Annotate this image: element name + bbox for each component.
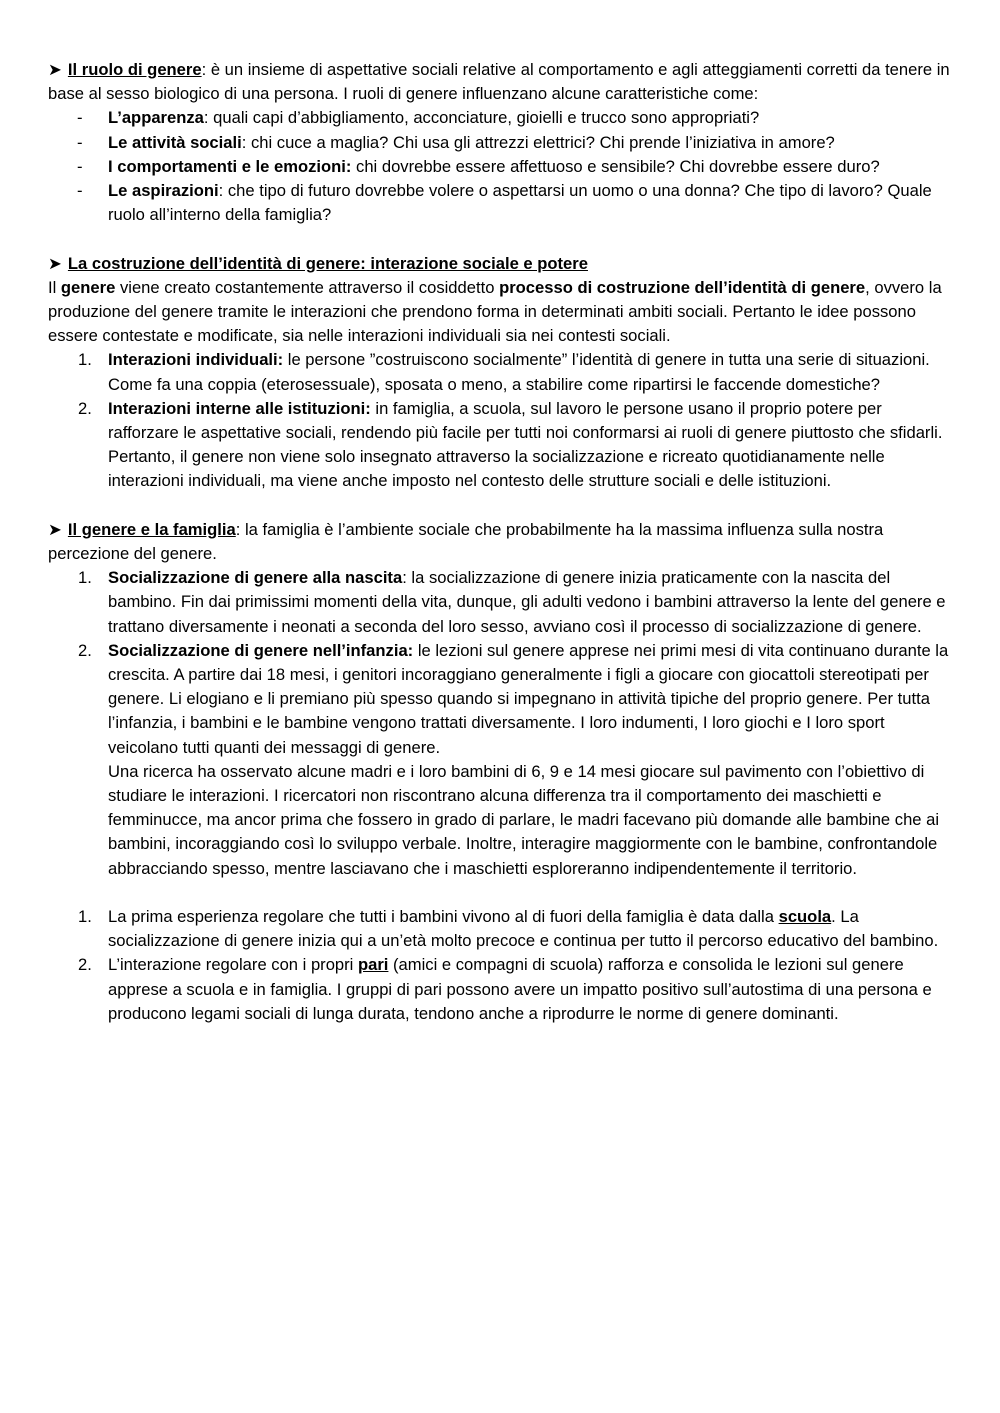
section-title-line xyxy=(48,252,952,276)
item-text: : che tipo di futuro dovrebbe volere o aspettarsi un uomo o una donna? Che tipo di lavoro? Quale ruolo all’interno della famiglia? xyxy=(108,181,932,225)
section-ruolo-di-genere xyxy=(48,58,952,227)
numbered-list xyxy=(48,905,952,1026)
item-number: 2. xyxy=(78,955,92,975)
list-item xyxy=(48,348,952,396)
item-term: Interazioni interne alle istituzioni: xyxy=(108,398,371,418)
item-text: : quali capi d’abbigliamento, acconciature, gioielli e trucco sono appropriati? xyxy=(203,108,760,128)
item-keyword: pari xyxy=(357,955,389,975)
item-text: La prima esperienza regolare che tutti i bambini vivono al di fuori della famiglia è data dalla xyxy=(108,907,779,927)
item-term: L’apparenza xyxy=(108,108,204,128)
list-item xyxy=(48,179,952,227)
item-extra-text: Una ricerca ha osservato alcune madri e i loro bambini di 6, 9 e 14 mesi giocare sul pavimento con l’obiettivo di studiare le interazioni. I ricercatori non riscontrano alcuna differenza tra il comportamento dei maschietti e femminucce, ma ancor prima che fossero in grado di parlare, le madri facevano più domande alle bambine che ai bambini, incoraggiando così lo sviluppo verbale. Inoltre, interagire maggiormente con le bambine, confrontandole abbracciando spesso, mentre lasciavano che i maschietti esploreranno indipendentemente il territorio. xyxy=(108,761,940,878)
intro-text: : la famiglia è l’ambiente sociale che probabilmente ha la massima influenza sulla nostra percezione del genere. xyxy=(48,519,884,564)
item-term: Socializzazione di genere alla nascita xyxy=(108,568,403,588)
item-term: Le attività sociali xyxy=(108,132,242,152)
section-intro xyxy=(48,58,952,106)
item-text: chi dovrebbe essere affettuoso e sensibile? Chi dovrebbe essere duro? xyxy=(351,156,880,176)
intro-text: : è un insieme di aspettative sociali relative al comportamento e agli atteggiamenti corretti da tenere in base al sesso biologico di una persona. I ruoli di genere influenzano alcune caratteristiche come: xyxy=(48,60,950,104)
item-text: : la socializzazione di genere inizia praticamente con la nascita del bambino. Fin dai primissimi momenti della vita, dunque, gli adulti vedono i bambini attraverso la lente del genere e trattano diversamente i neonati a seconda del loro sesso, avviano così il processo di socializzazione di genere. xyxy=(108,568,946,636)
arrow-icon: ➤ xyxy=(48,253,62,273)
list-item xyxy=(48,106,952,130)
para-text: viene creato costantemente attraverso il cosiddetto xyxy=(115,277,500,297)
item-term: Le aspirazioni xyxy=(108,181,219,201)
para-bold: genere xyxy=(60,277,116,297)
item-text: le persone ”costruiscono socialmente” l’identità di genere in tutta una serie di situazioni. xyxy=(283,350,930,370)
list-item xyxy=(48,397,952,494)
dash-bullet: - xyxy=(77,156,83,176)
list-item xyxy=(48,905,952,953)
list-item xyxy=(48,953,952,1026)
dash-bullet: - xyxy=(77,132,83,152)
list-item xyxy=(48,566,952,639)
bullet-list xyxy=(48,106,952,227)
item-number: 1. xyxy=(78,568,92,588)
item-term: Socializzazione di genere nell’infanzia: xyxy=(108,640,414,660)
numbered-list xyxy=(48,566,952,881)
numbered-list xyxy=(48,348,952,493)
section-heading: La costruzione dell’identità di genere: interazione sociale e potere xyxy=(67,253,588,273)
para-text: , ovvero la produzione del genere tramite le interazioni che prendono forma in determinati ambiti sociali. Pertanto le idee possono essere contestate e modificate, sia nelle interazioni individuali sia nei contesti sociali. xyxy=(48,277,942,346)
item-number: 1. xyxy=(78,350,92,370)
item-number: 2. xyxy=(78,640,92,660)
item-text: : chi cuce a maglia? Chi usa gli attrezzi elettrici? Chi prende l’iniziativa in amore? xyxy=(241,132,835,152)
list-item xyxy=(48,131,952,155)
section-intro xyxy=(48,518,952,566)
item-extra-text: Come fa una coppia (eterosessuale), sposata o meno, a stabilire come ripartirsi le faccende domestiche? xyxy=(108,374,881,394)
item-keyword: scuola xyxy=(778,907,832,927)
section-heading: Il ruolo di genere xyxy=(67,60,202,79)
list-item xyxy=(48,639,952,881)
dash-bullet: - xyxy=(77,108,83,128)
item-number: 1. xyxy=(78,907,92,927)
item-text: . La socializzazione di genere inizia qui a un’età molto precoce e continua per tutto il percorso educativo del bambino. xyxy=(108,907,939,951)
list-item xyxy=(48,155,952,179)
item-text: (amici e compagni di scuola) rafforza e consolida le lezioni sul genere apprese a scuola e in famiglia. I gruppi di pari possono avere un impatto positivo sull’autostima di una persona e producono legami sociali di lunga durata, tendono anche a riprodurre le norme di genere dominanti. xyxy=(108,955,932,1023)
section-heading: Il genere e la famiglia xyxy=(67,519,236,539)
section-paragraph xyxy=(48,276,952,349)
section-genere-famiglia xyxy=(48,518,952,881)
para-text: Il xyxy=(48,277,61,297)
item-text: L’interazione regolare con i propri xyxy=(108,955,358,975)
item-text: in famiglia, a scuola, sul lavoro le persone usano il proprio potere per rafforzare le aspettative sociali, rendendo più facile per tutti noi conformarsi ai ruoli di genere piuttosto che sfidarli. Pertanto, il genere non viene solo insegnato attraverso la socializzazione e ricreato quotidianamente nelle interazioni individuali, ma viene anche imposto nel contesto delle strutture sociali e delle istituzioni. xyxy=(108,398,943,491)
item-text: le lezioni sul genere apprese nei primi mesi di vita continuano durante la crescita. A partire dai 18 mesi, i genitori incoraggiano generalmente i figli a giocare con giocattoli stereotipati per genere. Li elogiano e li premiano più spesso quando si impegnano in attività tipiche del proprio genere. Per tutta l’infanzia, i bambini e le bambine vengono trattati diversamente. I loro indumenti, I loro giochi e I loro sport veicolano tutti quanti dei messaggi di genere. xyxy=(108,640,949,757)
section-costruzione-identita xyxy=(48,252,952,494)
item-number: 2. xyxy=(78,398,92,418)
item-term: Interazioni individuali: xyxy=(108,350,284,370)
dash-bullet: - xyxy=(77,181,83,201)
para-bold: processo di costruzione dell’identità di genere xyxy=(499,277,866,297)
arrow-icon: ➤ xyxy=(48,519,62,539)
arrow-icon: ➤ xyxy=(48,60,62,79)
item-term: I comportamenti e le emozioni: xyxy=(108,156,352,176)
section-scuola-pari xyxy=(48,905,952,1026)
